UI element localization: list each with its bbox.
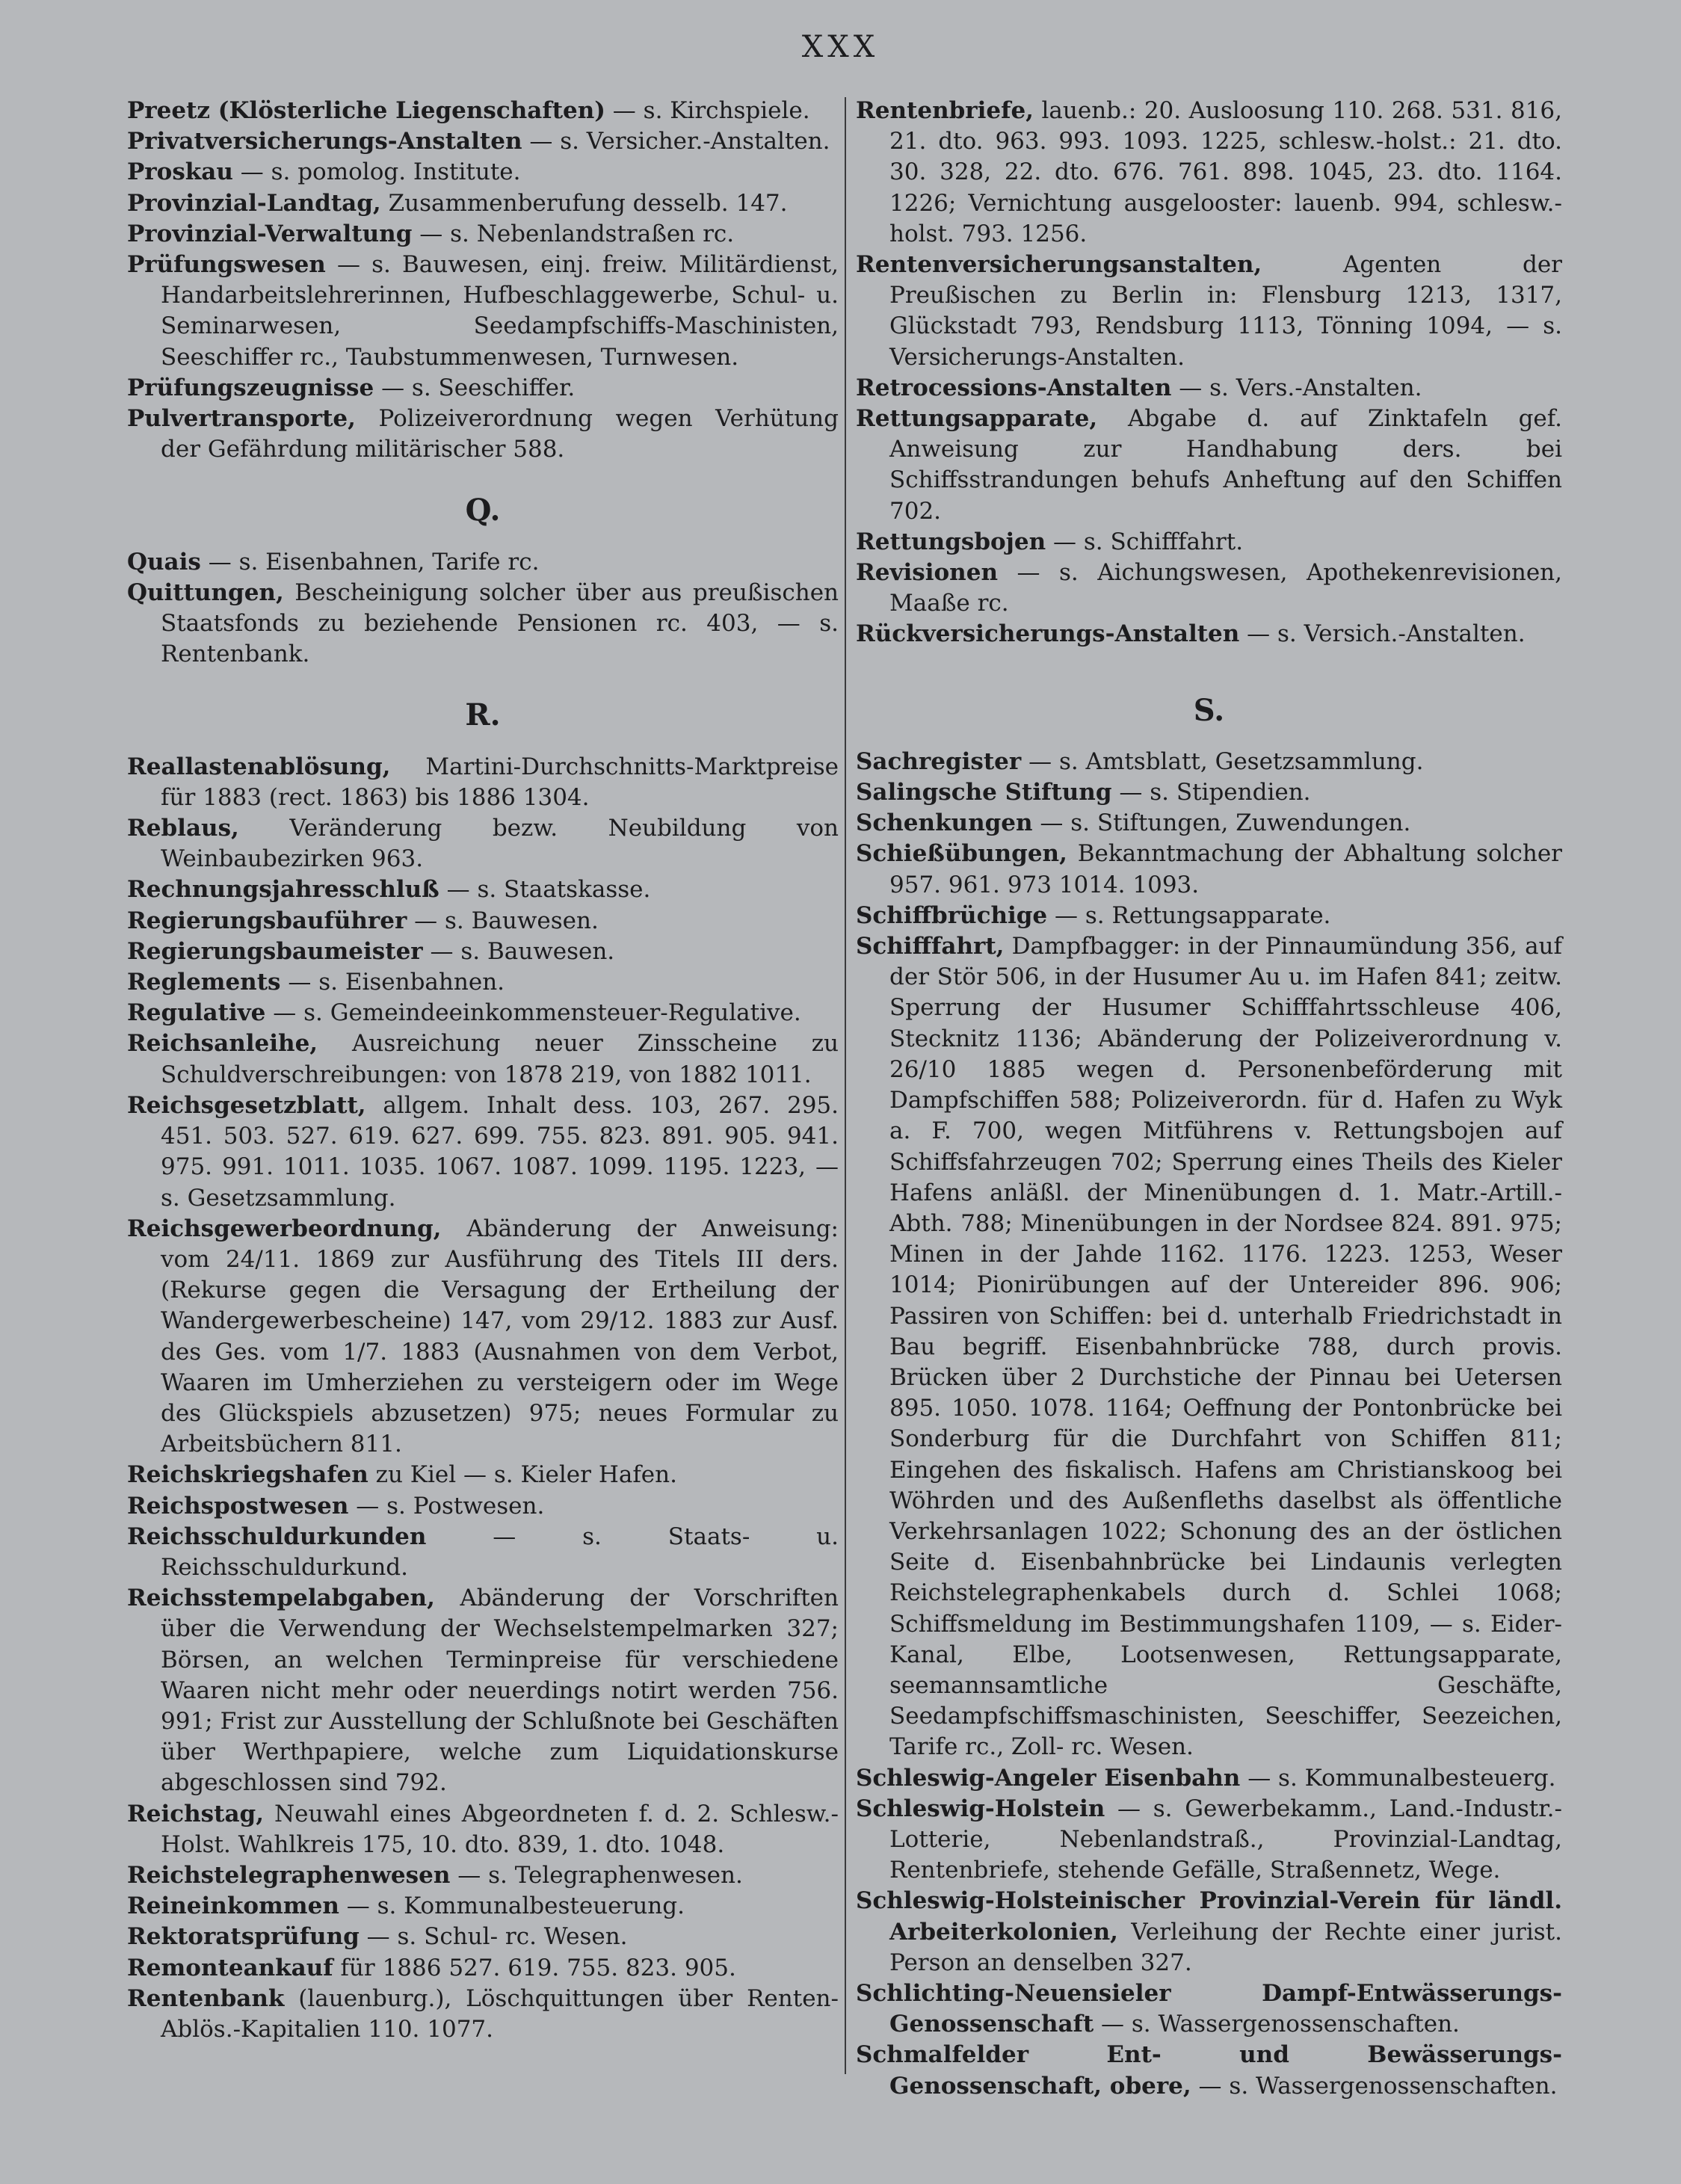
entry-keyword: Reichsgewerbeordnung, (127, 1215, 442, 1242)
entry-keyword: Rückversicherungs-Anstalten (856, 620, 1240, 648)
entry-keyword: Rentenbank (127, 1984, 285, 2012)
entry-text: — s. Kommunalbesteuerung. (339, 1893, 685, 1920)
index-entry (127, 1891, 839, 1922)
entry-keyword: Schifffahrt, (856, 933, 1005, 960)
index-entry (856, 1763, 1562, 1794)
entry-keyword: Pulvertransporte, (127, 405, 356, 433)
index-entry (856, 1794, 1562, 1887)
entries-q (127, 547, 839, 670)
entry-text: — s. Eisenbahnen. (280, 969, 505, 996)
entry-keyword: Reichsschuldurkunden (127, 1523, 427, 1550)
page-number: XXX (801, 30, 880, 64)
entry-text: — s. Stipendien. (1111, 779, 1311, 806)
index-entry (856, 2040, 1562, 2101)
entry-text: — s. Amtsblatt, Gesetzsammlung. (1021, 747, 1424, 775)
entry-text: zu Kiel — s. Kieler Hafen. (368, 1461, 677, 1489)
index-entry (127, 96, 839, 126)
entry-keyword: Prüfungswesen (127, 251, 326, 279)
index-entry (856, 808, 1562, 839)
entry-keyword: Prüfungszeugnisse (127, 374, 374, 401)
index-entry (127, 126, 839, 157)
entry-text: — s. Rettungsapparate. (1047, 901, 1331, 929)
entry-keyword: Rettungsapparate, (856, 405, 1098, 433)
entry-keyword: Reichskriegshafen (127, 1461, 368, 1489)
index-entry (127, 1583, 839, 1798)
entry-keyword: Schießübungen, (856, 840, 1067, 868)
entry-text: Agenten der Preußischen zu Berlin in: Flensburg 1213, 1317, Glückstadt 793, Rendsburg 1113, Tönning 1094, — s. Versicherungs-Anstalten. (889, 251, 1562, 371)
entry-keyword: Reichsanleihe, (127, 1030, 318, 1058)
entry-text: lauenb.: 20. Ausloosung 110. 268. 531. 816, 21. dto. 963. 993. 1093. 1225, schlesw.-holst.: 21. dto. 30. 328, 22. dto. 676. 761. 898. 1045, 23. dto. 1164. 1226; Vernichtung ausgelooster: lauenb. 994, schlesw.-holst. 793. 1256. (889, 97, 1562, 247)
index-entry (856, 96, 1562, 250)
index-entry (127, 967, 839, 998)
index-entry (127, 998, 839, 1028)
entry-text: Abänderung der Vorschriften über die Verwendung der Wechselstempelmarken 327; Börsen, an welchen Terminpreise für verschiedene Waaren nicht mehr oder neuerdings notirt werden 756. 991; Frist zur Ausstellung der Schlußnote bei Geschäften über Werthpapiere, welche zum Liquidationskurse abgeschlossen sind 792. (161, 1585, 839, 1797)
index-entry (127, 1491, 839, 1522)
index-entry (856, 250, 1562, 373)
entry-text: Verleihung der Rechte einer jurist. Person an denselben 327. (889, 1918, 1562, 1976)
entry-keyword: Preetz (Klösterliche Liegenschaften) (127, 97, 605, 124)
index-entry (127, 1214, 839, 1460)
index-entry (127, 1860, 839, 1891)
entry-text: — s. Bauwesen, einj. freiw. Militärdienst, Handarbeitslehrerinnen, Hufbeschlaggewerbe, Schul- u. Seminarwesen, Seedampfschiffs-Maschinisten, Seeschiffer rc., Taubstummenwesen, Turnwesen. (161, 251, 839, 371)
index-entry (127, 813, 839, 874)
entry-keyword: Rektoratsprüfung (127, 1923, 360, 1951)
entry-text: — s. Versich.-Anstalten. (1239, 620, 1526, 648)
entry-keyword: Regulative (127, 999, 266, 1027)
entry-keyword: Sachregister (856, 747, 1022, 775)
section-heading-r: R. (465, 697, 501, 733)
entry-text: — s. Wassergenossenschaften. (1191, 2072, 1558, 2100)
entry-keyword: Reichstag, (127, 1800, 265, 1827)
entry-keyword: Reglements (127, 969, 281, 996)
index-entry (856, 747, 1562, 777)
index-entry (127, 1522, 839, 1583)
entry-text: — s. Wassergenossenschaften. (1094, 2011, 1460, 2038)
entry-keyword: Regierungsbauführer (127, 907, 407, 934)
entry-text: — s. Nebenlandstraßen rc. (412, 220, 735, 247)
index-entry (127, 250, 839, 373)
entry-text: — s. Schifffahrt. (1046, 528, 1244, 555)
entry-keyword: Reallastenablösung, (127, 753, 391, 780)
entry-keyword: Schleswig-Angeler Eisenbahn (856, 1764, 1241, 1792)
index-entry (127, 219, 839, 250)
index-entry (127, 874, 839, 905)
entry-text: — s. Versicher.-Anstalten. (522, 128, 830, 155)
entry-text: — s. Staats- u. Reichsschuldurkund. (161, 1523, 839, 1581)
entry-keyword: Rentenbriefe, (856, 97, 1034, 124)
entry-text: — s. Aichungswesen, Apothekenrevisionen, Maaße rc. (889, 559, 1562, 617)
entry-text: — s. Stiftungen, Zuwendungen. (1032, 809, 1411, 837)
entry-text: Martini-Durchschnitts-Marktpreise für 1883 (rect. 1863) bis 1886 1304. (161, 753, 839, 811)
entry-keyword: Schlichting-Neuensieler Dampf-Entwässerungs-Genossenschaft (856, 1979, 1562, 2038)
entry-keyword: Reichspostwesen (127, 1492, 349, 1520)
entry-text: — s. Kirchspiele. (605, 97, 810, 124)
entry-keyword: Schmalfelder Ent- und Bewässerungs-Genossenschaft, obere, (856, 2041, 1562, 2100)
entry-text: Veränderung bezw. Neubildung von Weinbaubezirken 963. (161, 815, 839, 873)
index-entry (856, 373, 1562, 404)
index-entry (856, 777, 1562, 808)
entry-keyword: Reichstelegraphenwesen (127, 1861, 451, 1889)
entry-text: für 1886 527. 619. 755. 823. 905. (333, 1954, 736, 1981)
entry-keyword: Provinzial-Verwaltung (127, 220, 413, 247)
index-entry (856, 404, 1562, 527)
index-entry (856, 619, 1562, 650)
column-divider (845, 97, 846, 2074)
entry-text: Zusammenberufung desselb. 147. (380, 189, 788, 217)
entry-keyword: Provinzial-Landtag, (127, 189, 381, 217)
entry-text: Dampfbagger: in der Pinnaumündung 356, auf der Stör 506, in der Husumer Au u. im Hafen 841; zeitw. Sperrung der Husumer Schifffahrtsschleuse 406, Stecknitz 1136; Abänderung der Polizeiverordnung v. 26/10 1885 wegen d. Personenbeförderung mit Dampfschiffen 588; Polizeiverordn. für d. Hafen zu Wyk a. F. 700, wegen Mitführens v. Rettungsbojen auf Schiffsfahrzeugen 702; Sperrung eines Theils des Kieler Hafens anläßl. der Minenübungen d. 1. Matr.-Artill.-Abth. 788; Minenübungen in der Nordsee 824. 891. 975; Minen in der Jahde 1162. 1176. 1223. 1253, Weser 1014; Pionirübungen auf der Untereider 896. 906; Passiren von Schiffen: bei d. unterhalb Friedrichstadt in Bau begriff. Eisenbahnbrücke 788, durch provis. Brücken über 2 Durchstiche der Pinnau bei Uetersen 895. 1050. 1078. 1164; Oeffnung der Pontonbrücke bei Sonderburg für die Durchfahrt von Schiffen 811; Eingehen des fiskalisch. Hafens am Christianskoog bei Wöhrden und des Außenfleths daselbst als öffentliche Verkehrsanlagen 1022; Schonung des an der östlichen Seite d. Eisenbahnbrücke bei Lindaunis verlegten Reichstelegraphenkabels durch d. Schlei 1068; Schiffsmeldung im Bestimmungshafen 1109, — s. Eider-Kanal, Elbe, Lootsenwesen, Rettungsapparate, seemannsamtliche Geschäfte, Seedampfschiffsmaschinisten, Seeschiffer, Seezeichen, Tarife rc., Zoll- rc. Wesen. (889, 933, 1562, 1761)
entry-keyword: Rechnungsjahresschluß (127, 876, 439, 904)
entries-top (127, 96, 839, 465)
entry-text: Abgabe d. auf Zinktafeln gef. Anweisung zur Handhabung ders. bei Schiffsstrandungen behufs Anheftung auf den Schiffen 702. (889, 405, 1562, 525)
index-entry (127, 1984, 839, 2045)
entry-keyword: Regierungsbaumeister (127, 937, 423, 965)
index-entry (127, 937, 839, 967)
entry-keyword: Schleswig-Holstein (856, 1795, 1105, 1822)
entries-r (127, 752, 839, 2046)
index-entry (127, 547, 839, 578)
index-entry (127, 1799, 839, 1860)
entry-text: — s. Vers.-Anstalten. (1171, 374, 1422, 401)
index-entry (856, 901, 1562, 931)
entry-keyword: Salingsche Stiftung (856, 779, 1112, 806)
index-entry (127, 404, 839, 465)
entry-text: Bescheinigung solcher über aus preußischen Staatsfonds zu beziehende Pensionen rc. 403, — s. Rentenbank. (161, 579, 839, 668)
entry-keyword: Proskau (127, 158, 233, 186)
section-heading-s: S. (1193, 692, 1225, 728)
entry-text: — s. Eisenbahnen, Tarife rc. (200, 548, 540, 576)
entry-text: Bekanntmachung der Abhaltung solcher 957. 961. 973 1014. 1093. (889, 840, 1562, 898)
entries-r-continued (856, 96, 1562, 650)
index-entry (127, 157, 839, 188)
entry-text: — s. Schul- rc. Wesen. (359, 1923, 628, 1951)
index-entry (127, 1460, 839, 1490)
entry-text: (lauenburg.), Löschquittungen über Renten-Ablös.-Kapitalien 110. 1077. (161, 1984, 839, 2043)
entry-keyword: Schleswig-Holsteinischer Provinzial-Verein für ländl. Arbeiterkolonien, (856, 1887, 1562, 1946)
entry-text: — s. Bauwesen. (407, 907, 599, 934)
entry-keyword: Reichsstempelabgaben, (127, 1585, 435, 1612)
entry-text: Ausreichung neuer Zinsscheine zu Schuldverschreibungen: von 1878 219, von 1882 1011. (161, 1030, 839, 1088)
left-column (127, 96, 839, 2045)
index-entry (856, 931, 1562, 1762)
entry-keyword: Quittungen, (127, 579, 284, 606)
index-entry (856, 839, 1562, 900)
entry-keyword: Schiffbrüchige (856, 901, 1048, 929)
entry-text: — s. Kommunalbesteuerg. (1240, 1764, 1556, 1792)
entry-keyword: Reichsgesetzblatt, (127, 1091, 366, 1119)
index-entry (127, 752, 839, 813)
section-heading-q: Q. (465, 493, 501, 528)
entry-text: Abänderung der Anweisung: vom 24/11. 1869 zur Ausführung des Titels III ders. (Rekurse gegen die Versagung der Ertheilung der Wandergewerbescheine) 147, vom 29/12. 1883 zur Ausf. des Ges. vom 1/7. 1883 (Ausnahmen von dem Verbot, Waaren im Umherziehen zu versteigern oder im Wege des Glückspiels abzusetzen) 975; neues Formular zu Arbeitsbüchern 811. (161, 1215, 839, 1458)
entry-keyword: Reineinkommen (127, 1893, 339, 1920)
index-entry (127, 373, 839, 404)
entry-text: allgem. Inhalt dess. 103, 267. 295. 451. 503. 527. 619. 627. 699. 755. 823. 891. 905. 941. 975. 991. 1011. 1035. 1067. 1087. 1099. 1195. 1223, — s. Gesetzsammlung. (161, 1091, 839, 1212)
entry-text: — s. Bauwesen. (422, 937, 615, 965)
entry-keyword: Schenkungen (856, 809, 1033, 837)
entry-keyword: Reblaus, (127, 815, 239, 842)
entries-s (856, 747, 1562, 2102)
entry-text: — s. pomolog. Institute. (232, 158, 521, 186)
index-entry (127, 578, 839, 670)
entry-text: — s. Telegraphenwesen. (450, 1861, 743, 1889)
right-column (856, 96, 1562, 2102)
index-entry (856, 1978, 1562, 2040)
index-entry (127, 1953, 839, 1984)
entry-text: — s. Staatskasse. (439, 876, 651, 904)
index-entry (127, 1028, 839, 1090)
entry-text: — s. Postwesen. (348, 1492, 545, 1520)
entry-keyword: Revisionen (856, 559, 998, 587)
index-entry (127, 188, 839, 219)
entry-text: — s. Gemeindeeinkommensteuer-Regulative. (265, 999, 801, 1027)
index-entry (856, 558, 1562, 619)
index-entry (127, 1091, 839, 1214)
index-entry (127, 1922, 839, 1952)
entry-keyword: Quais (127, 548, 201, 576)
entry-keyword: Rettungsbojen (856, 528, 1046, 555)
index-entry (856, 1886, 1562, 1978)
entry-text: — s. Gewerbekamm., Land.-Industr.-Lotterie, Nebenlandstraß., Provinzial-Landtag, Rentenbriefe, stehende Gefälle, Straßennetz, Wege. (889, 1795, 1562, 1884)
entry-keyword: Retrocessions-Anstalten (856, 374, 1172, 401)
entry-keyword: Privatversicherungs-Anstalten (127, 128, 522, 155)
entry-keyword: Remonteankauf (127, 1954, 333, 1981)
entry-text: Neuwahl eines Abgeordneten f. d. 2. Schlesw.-Holst. Wahlkreis 175, 10. dto. 839, 1. dto. 1048. (161, 1800, 839, 1858)
entry-keyword: Rentenversicherungsanstalten, (856, 251, 1262, 279)
index-entry (856, 527, 1562, 558)
index-entry (127, 906, 839, 937)
entry-text: — s. Seeschiffer. (374, 374, 576, 401)
entry-text: Polizeiverordnung wegen Verhütung der Gefährdung militärischer 588. (161, 405, 839, 463)
